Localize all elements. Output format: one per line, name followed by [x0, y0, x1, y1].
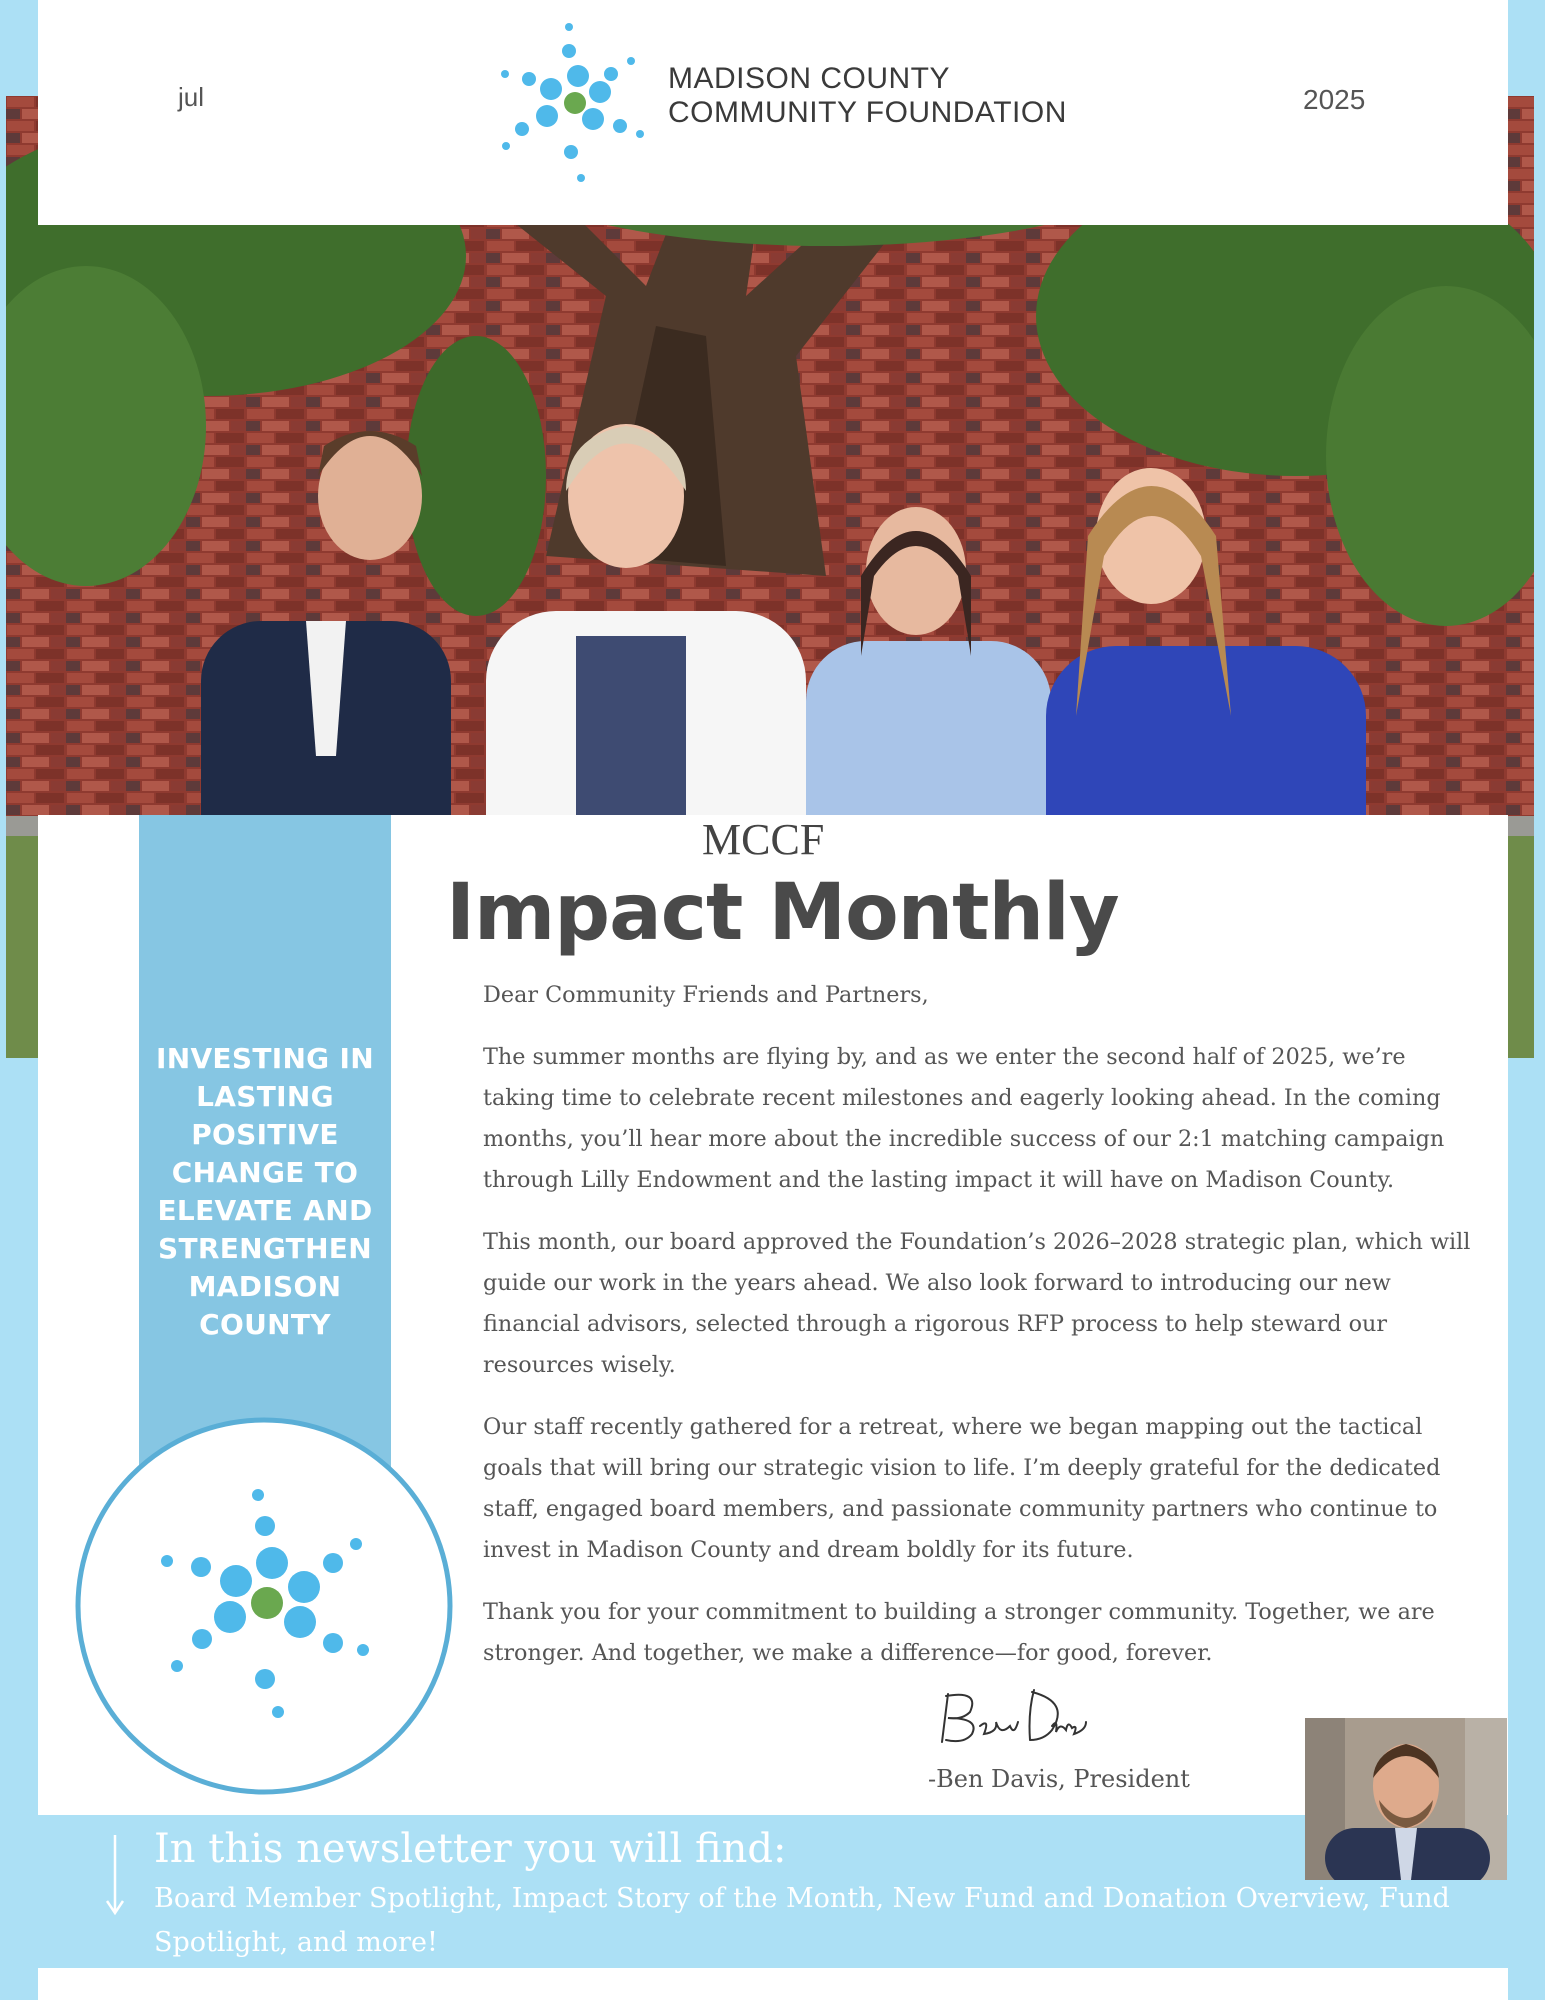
newsletter-contents-heading: In this newsletter you will find:	[154, 1826, 787, 1872]
foundation-logo-icon	[495, 20, 655, 185]
mission-line: MADISON	[188, 1270, 342, 1303]
organization-name-line1: MADISON COUNTY	[668, 62, 951, 95]
logo-badge-icon	[75, 1417, 453, 1795]
mission-line: POSITIVE	[191, 1118, 339, 1151]
letter-paragraph: Thank you for your commitment to building a stronger community. Together, we are stronger. And together, we make a difference—for good, forever.	[483, 1599, 1435, 1666]
president-portrait	[1305, 1718, 1507, 1880]
issue-year: 2025	[1303, 84, 1366, 115]
presidents-letter	[483, 975, 1483, 1695]
letter-paragraph: This month, our board approved the Foundation’s 2026–2028 strategic plan, which will guide our work in the years ahead. We also look forward to introducing our new financial advisors, selected through a rigorous RFP process to help steward our resources wisely.	[483, 1229, 1471, 1378]
letter-paragraph: The summer months are flying by, and as we enter the second half of 2025, we’re taking time to celebrate recent milestones and eagerly looking ahead. In the coming months, you’ll hear more about the incredible success of our 2:1 matching campaign through Lilly Endowment and the lasting impact it will have on Madison County.	[483, 1044, 1445, 1193]
newsletter-contents-list: Board Member Spotlight, Impact Story of the Month, New Fund and Donation Overview, Fund Spotlight, and more!	[154, 1883, 1450, 1958]
signature	[940, 1682, 1090, 1752]
newsletter-title: Impact Monthly	[446, 868, 1119, 958]
arrow-down-icon	[104, 1833, 126, 1917]
issue-month: jul	[178, 82, 205, 112]
organization-name-line2: COMMUNITY FOUNDATION	[668, 96, 1067, 129]
mission-line: ELEVATE AND	[157, 1194, 373, 1227]
mission-line: INVESTING IN	[156, 1042, 374, 1075]
newsletter-kicker: MCCF	[702, 815, 825, 864]
letter-paragraph: Our staff recently gathered for a retreat, where we began mapping out the tactical goals that will bring our strategic vision to life. I’m deeply grateful for the dedicated staff, engaged board members, and passionate community partners who continue to invest in Madison County and dream boldly for its future.	[483, 1414, 1441, 1563]
mission-line: COUNTY	[199, 1308, 331, 1341]
organization-name	[668, 62, 1067, 130]
mission-line: STRENGTHEN	[158, 1232, 372, 1265]
letter-signoff: -Ben Davis, President	[928, 1765, 1190, 1793]
mission-line: CHANGE TO	[171, 1156, 359, 1189]
letter-greeting: Dear Community Friends and Partners,	[483, 982, 929, 1008]
mission-statement	[139, 1040, 391, 1344]
bottom-bar	[38, 1968, 1508, 2000]
mission-line: LASTING	[196, 1080, 334, 1113]
